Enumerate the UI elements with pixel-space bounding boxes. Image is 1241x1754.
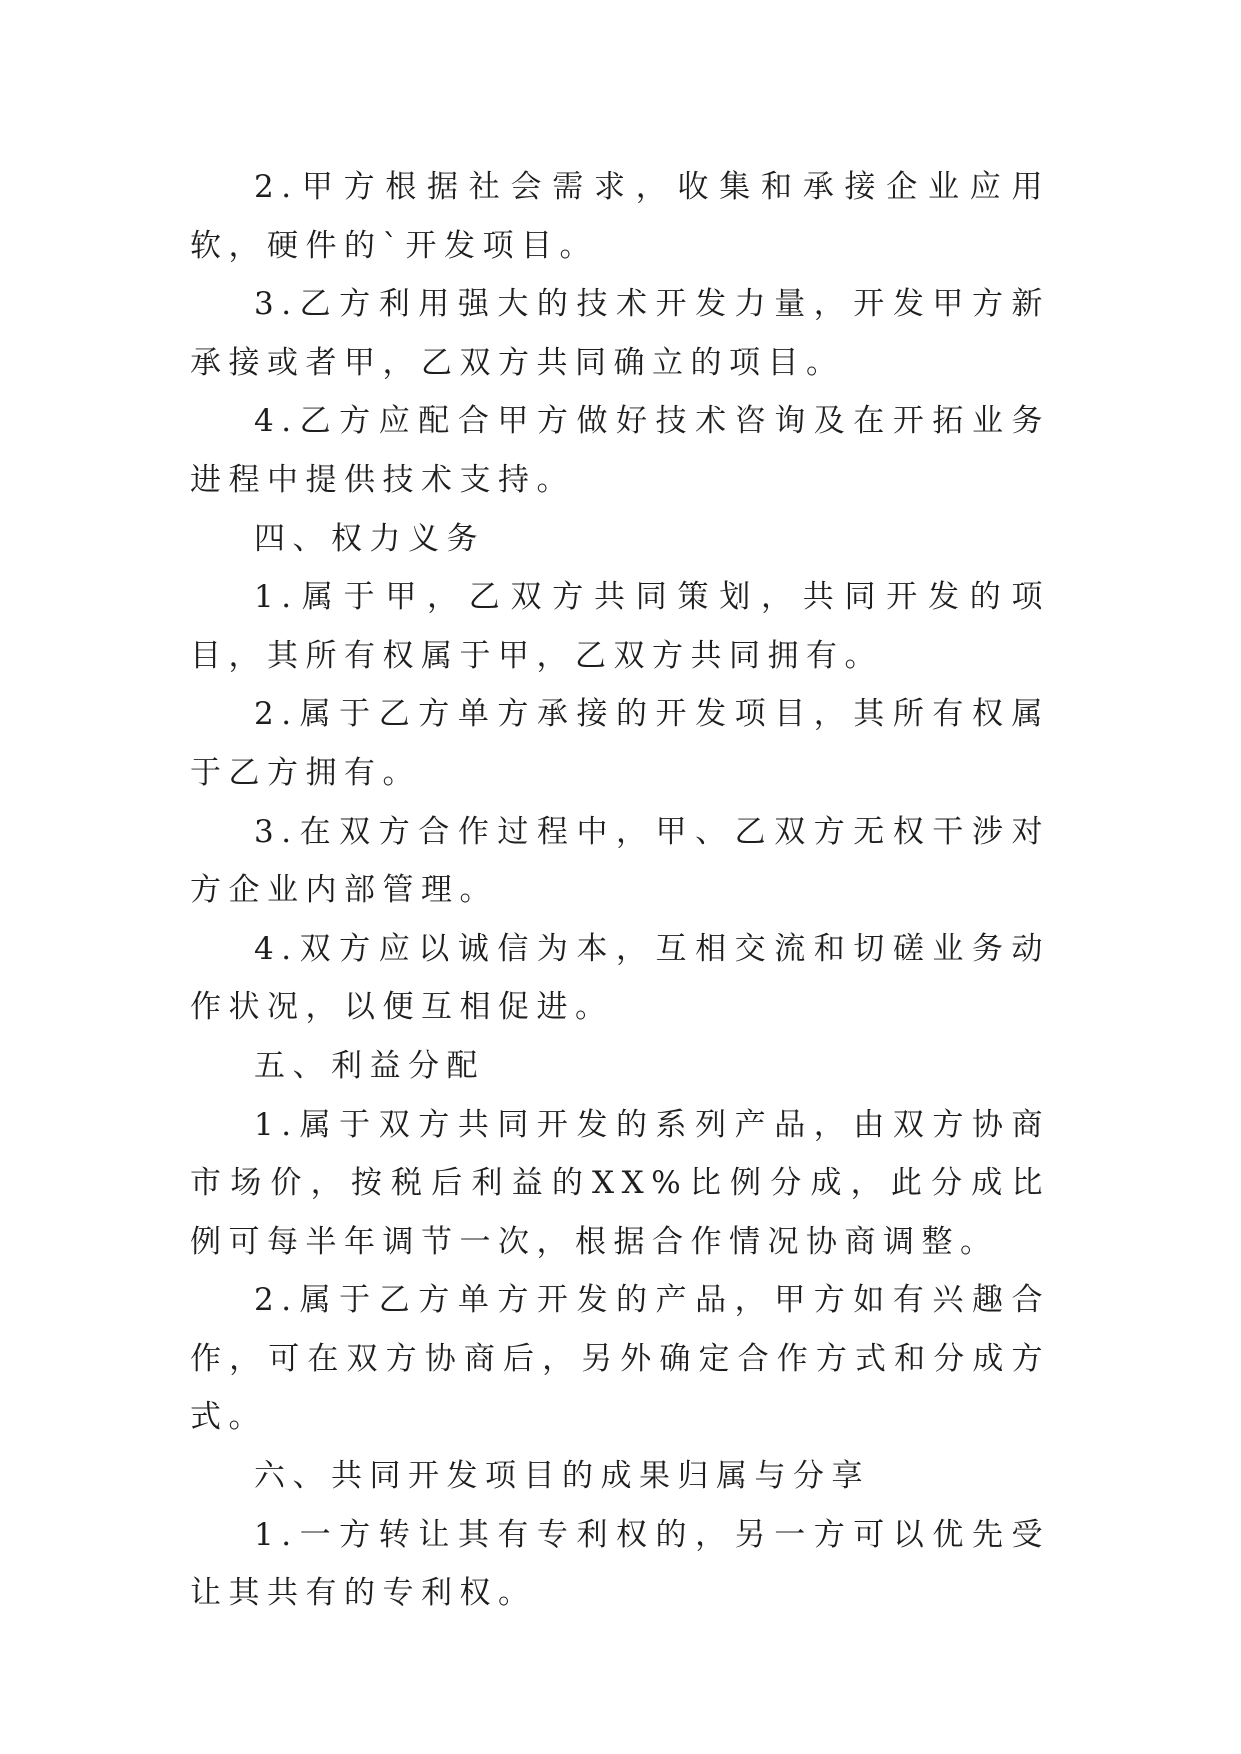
paragraph-results-1: 1.一方转让其有专利权的，另一方可以优先受让其共有的专利权。 (190, 1516, 1050, 1612)
paragraph-rights-2: 2.属于乙方单方承接的开发项目，其所有权属于乙方拥有。 (190, 696, 1050, 791)
paragraph-item-2-collect-projects: 2.甲方根据社会需求，收集和承接企业应用软，硬件的`开发项目。 (190, 169, 1050, 264)
section-heading-rights-obligations: 四、权力义务 (254, 520, 485, 557)
paragraph-profit-2: 2.属于乙方单方开发的产品，甲方如有兴趣合作，可在双方协商后，另外确定合作方式和分成方式。 (190, 1282, 1050, 1436)
paragraph-item-3-develop-projects: 3.乙方利用强大的技术开发力量，开发甲方新承接或者甲，乙双方共同确立的项目。 (190, 286, 1050, 381)
paragraph-profit-1: 1.属于双方共同开发的系列产品，由双方协商市场价，按税后利益的XX%比例分成，此分成比例可每半年调节一次，根据合作情况协商调整。 (190, 1106, 1050, 1260)
paragraph-item-4-technical-support: 4.乙方应配合甲方做好技术咨询及在开拓业务进程中提供技术支持。 (190, 403, 1050, 498)
section-heading-profit-distribution: 五、利益分配 (254, 1047, 485, 1084)
paragraph-rights-4: 4.双方应以诚信为本，互相交流和切磋业务动作状况，以便互相促进。 (190, 930, 1050, 1026)
paragraph-rights-3: 3.在双方合作过程中，甲、乙双方无权干涉对方企业内部管理。 (190, 813, 1050, 909)
document-body (190, 158, 1050, 1623)
section-heading-results-ownership: 六、共同开发项目的成果归属与分享 (254, 1458, 870, 1495)
paragraph-rights-1: 1.属于甲，乙双方共同策划，共同开发的项目，其所有权属于甲，乙双方共同拥有。 (190, 579, 1050, 674)
